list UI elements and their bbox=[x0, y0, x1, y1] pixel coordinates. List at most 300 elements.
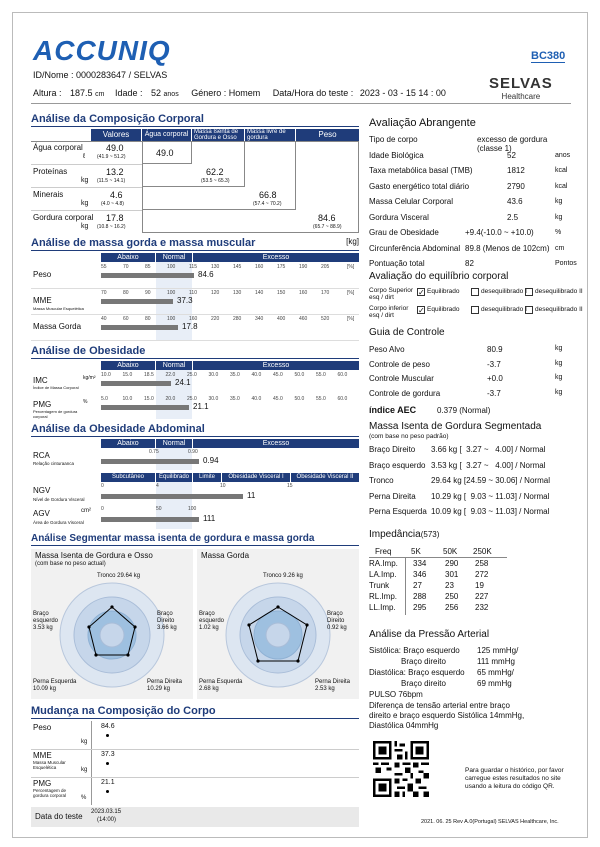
seg-right-pd bbox=[315, 679, 350, 693]
ngv-sub: Nível de Gordura Visceral bbox=[33, 497, 85, 502]
imp-header: 5K bbox=[411, 547, 421, 556]
mig-label: Perna Direita bbox=[369, 491, 416, 501]
pa-sis-e: 125 mmHg/ bbox=[477, 646, 519, 655]
footer-text: 2021. 06. 25 Rev A.0(Portugal) SELVAS Healthcare, Inc. bbox=[421, 819, 559, 825]
obes-value: 24.1 bbox=[175, 378, 191, 387]
aec-value: 0.379 (Normal) bbox=[437, 406, 491, 415]
idade-label: Idade : bbox=[114, 88, 143, 98]
altura-value: 187.5 bbox=[70, 88, 93, 98]
comp-range: (41.9 ~ 51.2) bbox=[97, 154, 126, 160]
idade-unit: anos bbox=[163, 91, 179, 98]
selvas-logo bbox=[489, 75, 553, 101]
imp-cell: 23 bbox=[445, 581, 454, 590]
brand-logo: ACCUNIQ bbox=[33, 35, 171, 66]
aval-unit: kg bbox=[555, 198, 563, 205]
eq-checkbox[interactable]: ✓ bbox=[418, 306, 425, 315]
comp-val-prot: 13.2 bbox=[106, 167, 124, 177]
eq-option-label: Equilibrado bbox=[427, 306, 460, 313]
imp-cell: 290 bbox=[445, 559, 459, 568]
mgm-tick: 170 bbox=[321, 290, 330, 296]
seg-left-be-label: Braço esquerdo bbox=[33, 611, 59, 624]
comp-val-agua: 49.0 bbox=[106, 143, 124, 153]
mgm-tick: 85 bbox=[145, 264, 151, 270]
mgm-unit: [%] bbox=[347, 290, 355, 296]
obes-tick: 40.0 bbox=[251, 396, 262, 402]
mgm-bar bbox=[101, 325, 178, 330]
mud-peso-label: Peso bbox=[33, 723, 52, 732]
model-label: BC380 bbox=[531, 50, 566, 62]
aval-value: 82 bbox=[465, 259, 474, 268]
abd-hdr2-equil: Equilibrado bbox=[156, 473, 192, 482]
guia-label: Controle de gordura bbox=[369, 388, 441, 398]
pa-diff: Diferença de tensão arterial entre braço direito e braço esquerdo Sistólica 14mmHg, Diastólica 04mmHg bbox=[369, 701, 525, 730]
comp-range: (53.5 ~ 65.3) bbox=[201, 178, 230, 184]
abd-hdr-excesso: Excesso bbox=[193, 439, 359, 448]
mig-label: Tronco bbox=[369, 476, 394, 485]
obes-value: 21.1 bbox=[193, 402, 209, 411]
healthcare-wordmark: Healthcare bbox=[501, 92, 541, 101]
guia-value: -3.7 bbox=[487, 359, 501, 369]
mud-row-line bbox=[31, 777, 359, 778]
pa-dia-d: 69 mmHg bbox=[477, 679, 512, 688]
aval-value: excesso de gordura (classe 1) bbox=[477, 135, 548, 153]
right-column bbox=[369, 113, 583, 833]
aval-unit: kcal bbox=[555, 182, 568, 190]
left-column bbox=[31, 113, 359, 833]
abd-hdr-abaixo: Abaixo bbox=[101, 439, 155, 448]
comp-label-agua: Água corporal bbox=[33, 143, 83, 152]
comp-range: (4.0 ~ 4.8) bbox=[101, 201, 124, 207]
seg-left-be bbox=[33, 611, 61, 632]
mgm-tick: 110 bbox=[189, 290, 197, 296]
mgm-tick: 220 bbox=[211, 316, 220, 322]
imp-cell: 256 bbox=[445, 603, 459, 612]
mig-value: 10.09 kg [ 9.03 ~ 11.03] / Normal bbox=[431, 507, 550, 516]
mud-title: Mudança na Composição do Corpo bbox=[31, 705, 359, 719]
aval-value: 52 bbox=[507, 150, 516, 160]
comp-range: (11.5 ~ 14.1) bbox=[97, 178, 126, 184]
agv-sub: Área de Gordura Visceral bbox=[33, 520, 84, 525]
seg-title: Análise Segmentar massa isenta de gordura e massa gorda bbox=[31, 533, 359, 546]
patient-info bbox=[33, 88, 446, 98]
comp-val-min: 4.6 bbox=[110, 190, 123, 200]
obes-bar bbox=[101, 405, 189, 410]
imp-title bbox=[369, 529, 439, 540]
obes-tick: 15.0 bbox=[144, 396, 154, 402]
aval-unit: % bbox=[555, 229, 562, 236]
comp-label-min: Minerais bbox=[33, 190, 64, 199]
pa-sis: Sistólica: Braço esquerdo bbox=[369, 646, 460, 655]
mgm-tick: 60 bbox=[123, 316, 129, 322]
obes-tick: 18.5 bbox=[144, 372, 154, 378]
obes-tick: 50.0 bbox=[294, 372, 305, 378]
comp-peso-cell: 84.6 bbox=[318, 213, 336, 223]
seg-right-pe-val: 2.68 kg bbox=[199, 686, 219, 692]
obes-tick: 35.0 bbox=[230, 372, 240, 378]
ngv-tick: 4 bbox=[156, 483, 159, 489]
eq-checkbox[interactable] bbox=[525, 306, 533, 314]
obes-tick: 10.0 bbox=[122, 396, 133, 402]
abd-hdr2-limite: Limite bbox=[193, 473, 221, 482]
comp-mlg-cell: 66.8 bbox=[259, 190, 277, 200]
genero: Género : Homem bbox=[191, 88, 261, 98]
composition-title: Análise da Composição Corporal bbox=[31, 113, 359, 127]
aval-label: Taxa metabólica basal (TMB) bbox=[369, 166, 473, 175]
mud-pmg-label: PMG bbox=[33, 779, 52, 788]
obes-tick: 35.0 bbox=[230, 396, 240, 402]
mgm-chart bbox=[31, 253, 359, 341]
mgm-unit: [%] bbox=[347, 316, 355, 322]
seg-left-title: Massa Isenta de Gordura e Osso bbox=[35, 551, 153, 560]
aval-unit: cm bbox=[555, 244, 565, 252]
mgm-tick: 145 bbox=[233, 264, 242, 270]
aval-label: Circunferência Abdominal bbox=[369, 243, 461, 253]
obes-tick: 10.0 bbox=[101, 372, 111, 378]
mgm-tick: 175 bbox=[277, 264, 286, 270]
eq-checkbox[interactable]: ✓ bbox=[418, 288, 425, 297]
mgm-title bbox=[31, 237, 359, 251]
mgm-tick: 130 bbox=[211, 264, 220, 270]
imp-row-label: LL.Imp. bbox=[369, 603, 396, 612]
obes-chart bbox=[31, 361, 359, 419]
aval-label: Idade Biológica bbox=[369, 150, 424, 160]
imp-cell: 346 bbox=[413, 570, 427, 579]
mud-mme-dot bbox=[106, 762, 109, 765]
mud-pmg-unit: % bbox=[81, 795, 87, 801]
pa-bd2: Braço direito bbox=[401, 679, 446, 688]
mud-mme-val: 37.3 bbox=[101, 751, 115, 758]
aval-unit: kcal bbox=[555, 167, 568, 174]
pa-pulso: PULSO 76bpm bbox=[369, 690, 423, 699]
mud-date-label: Data do teste bbox=[35, 812, 83, 821]
mgm-row-sub: Massa Muscular Esquelética bbox=[33, 306, 84, 311]
aval-value: 1812 bbox=[507, 166, 525, 175]
mig-title: Massa Isenta de Gordura Segmentada bbox=[369, 421, 542, 432]
obes-hdr-excesso: Excesso bbox=[193, 361, 359, 370]
composition-table bbox=[31, 129, 359, 233]
obes-row-label: IMC bbox=[33, 376, 48, 385]
obes-row-unit: % bbox=[83, 399, 88, 405]
mgm-tick: 55 bbox=[101, 264, 107, 270]
imp-header: Freq bbox=[375, 547, 392, 556]
mud-peso-unit: kg bbox=[81, 739, 88, 745]
mgm-bar bbox=[101, 273, 194, 278]
mig-label: Braço esquerdo bbox=[369, 460, 426, 470]
rca-bar bbox=[101, 459, 199, 464]
mud-table bbox=[31, 721, 359, 827]
eq-checkbox[interactable] bbox=[471, 288, 479, 296]
mig-label: Perna Esquerda bbox=[369, 507, 427, 516]
obes-tick: 55.0 bbox=[316, 372, 326, 378]
imp-cell: 250 bbox=[445, 592, 459, 601]
altura-unit: cm bbox=[95, 91, 105, 98]
obes-hdr-abaixo: Abaixo bbox=[101, 361, 155, 370]
obes-row-unit: kg/m² bbox=[83, 375, 96, 381]
eq-option-label: Equilibrado bbox=[427, 288, 460, 295]
aval-unit: Pontos bbox=[555, 260, 577, 267]
obes-tick: 15.0 bbox=[122, 372, 133, 378]
mud-pmg-dot bbox=[106, 790, 109, 793]
obes-hdr-normal: Normal bbox=[156, 361, 192, 370]
aval-value: +9.4(-10.0 ~ +10.0) bbox=[465, 228, 534, 237]
aval-label: Grau de Obesidade bbox=[369, 228, 439, 237]
obes-tick: 40.0 bbox=[251, 372, 262, 378]
mgm-tick: 100 bbox=[167, 264, 176, 270]
imp-cell: 272 bbox=[475, 570, 489, 579]
mgm-tick: 40 bbox=[101, 316, 107, 322]
comp-unit: kg bbox=[81, 200, 89, 207]
guia-label: Controle de peso bbox=[369, 359, 430, 369]
comp-row-lines bbox=[31, 164, 142, 165]
mud-axis bbox=[91, 721, 92, 805]
mud-peso-val: 84.6 bbox=[101, 723, 115, 730]
imp-cell: 227 bbox=[475, 592, 489, 601]
obes-bar bbox=[101, 381, 171, 386]
obes-tick: 55.0 bbox=[316, 396, 326, 402]
mgm-tick: 130 bbox=[233, 290, 242, 296]
mgm-tick: 460 bbox=[299, 316, 308, 322]
rca-tick: 0.75 bbox=[149, 449, 159, 455]
seg-left-be-val: 3.53 kg bbox=[33, 625, 53, 631]
aval-unit: kg bbox=[555, 213, 563, 221]
mig-value: 10.29 kg [ 9.03 ~ 11.03] / Normal bbox=[431, 491, 550, 501]
seg-left-pd bbox=[147, 679, 182, 693]
imp-row-label: LA.Imp. bbox=[369, 570, 397, 579]
comp-unit: kg bbox=[81, 223, 89, 230]
guia-label: Peso Alvo bbox=[369, 345, 405, 354]
obes-tick: 25.0 bbox=[187, 396, 197, 402]
aval-value: 89.8 (Menos de 102cm) bbox=[465, 243, 550, 253]
mgm-row-label: Peso bbox=[33, 270, 52, 279]
mgm-value: 17.8 bbox=[182, 322, 198, 331]
seg-left-bd-label: Braço Direito bbox=[157, 611, 175, 624]
mig-value: 29.64 kg [24.59 ~ 30.06] / Normal bbox=[431, 476, 550, 485]
comp-unit: ℓ bbox=[83, 153, 86, 160]
abd-hdr-normal: Normal bbox=[156, 439, 192, 448]
aval-label: Pontuação total bbox=[369, 259, 425, 268]
comp-label-prot: Proteínas bbox=[33, 167, 68, 176]
imp-header-line bbox=[369, 557, 507, 558]
rca-tick: 0.90 bbox=[188, 449, 198, 455]
obes-tick: 60.0 bbox=[337, 372, 348, 378]
mgm-row-line bbox=[31, 340, 359, 341]
ngv-bar bbox=[101, 494, 243, 499]
mgm-hdr-normal: Normal bbox=[156, 253, 192, 262]
aec-label: índice AEC bbox=[369, 405, 417, 415]
seg-right-pd-val: 2.53 kg bbox=[315, 686, 335, 692]
seg-right-be bbox=[199, 611, 227, 632]
obes-tick: 60.0 bbox=[337, 396, 348, 402]
pa-title: Análise da Pressão Arterial bbox=[369, 629, 490, 640]
abd-chart bbox=[31, 439, 359, 529]
mud-row-line bbox=[31, 749, 359, 750]
imp-row-label: Trunk bbox=[369, 581, 390, 590]
comp-col-valores: Valores bbox=[91, 129, 141, 141]
eq-option-label: desequilibrado I bbox=[481, 306, 527, 313]
mud-pmg-sub: Percentagem de gordura corporal bbox=[33, 788, 67, 798]
aval-label: Gasto energético total diário bbox=[369, 181, 470, 191]
seg-right-pe-label: Perna Esquerda bbox=[199, 679, 243, 685]
guia-unit: kg bbox=[555, 388, 563, 396]
imp-cell: 27 bbox=[413, 581, 422, 590]
imp-table bbox=[369, 547, 519, 617]
eq-title: Avaliação do equilíbrio corporal bbox=[369, 271, 509, 282]
mgm-tick: 100 bbox=[167, 290, 176, 296]
imp-cell: 288 bbox=[413, 592, 427, 601]
mgm-value: 84.6 bbox=[198, 270, 214, 279]
seg-left-bd bbox=[157, 611, 191, 632]
obes-tick: 50.0 bbox=[294, 396, 305, 402]
seg-right-bd-label: Braço Direito bbox=[327, 611, 345, 624]
mgm-bar bbox=[101, 299, 173, 304]
seg-left-pd-label: Perna Direita bbox=[147, 679, 183, 685]
guia-unit: kg bbox=[555, 345, 563, 352]
mgm-row-label: Massa Gorda bbox=[33, 322, 82, 331]
guia-value: +0.0 bbox=[487, 374, 503, 383]
obes-row-label: PMG bbox=[33, 400, 52, 409]
mud-date: 2023.03.15 bbox=[91, 809, 122, 815]
pa-dia: Diastólica: Braço esquerdo bbox=[369, 668, 465, 677]
imp-row-label: RA.Imp. bbox=[369, 559, 398, 568]
comp-col-miso: Massa Isenta de Gordura e Osso bbox=[192, 129, 244, 141]
obes-tick: 5.0 bbox=[101, 396, 108, 402]
seg-left-pe bbox=[33, 679, 76, 693]
imp-cell: 295 bbox=[413, 603, 427, 612]
mgm-title-text: Análise de massa gorda e massa muscular bbox=[31, 237, 256, 249]
guia-title: Guia de Controle bbox=[369, 327, 445, 338]
seg-right-title: Massa Gorda bbox=[201, 551, 250, 560]
mud-mme-label: MME bbox=[33, 751, 52, 760]
aval-value: 2790 bbox=[507, 181, 525, 191]
mud-mme-sub: Massa Muscular Esquelética bbox=[33, 760, 66, 770]
mgm-hdr-abaixo: Abaixo bbox=[101, 253, 155, 262]
data-label: Data/Hora do teste : bbox=[272, 88, 354, 98]
mgm-tick: 340 bbox=[255, 316, 264, 322]
aval-value: 2.5 bbox=[507, 212, 519, 222]
ngv-tick: 0 bbox=[101, 483, 104, 489]
rca-value: 0.94 bbox=[203, 456, 219, 465]
comp-label-gord: Gordura corporal bbox=[33, 213, 94, 222]
agv-tick: 50 bbox=[156, 506, 162, 512]
aval-value: 43.6 bbox=[507, 197, 523, 206]
mgm-tick: 115 bbox=[189, 264, 197, 270]
idade-value: 52 bbox=[150, 88, 161, 98]
ngv-tick: 10 bbox=[220, 483, 226, 489]
mgm-tick: 90 bbox=[145, 290, 151, 296]
guia-unit: kg bbox=[555, 374, 563, 381]
mgm-tick: 80 bbox=[145, 316, 151, 322]
comp-col-peso: Peso bbox=[296, 129, 359, 141]
eq-option-label: desequilibrado II bbox=[535, 288, 583, 295]
eq-sup-label: Corpo Superior esq / dirt bbox=[369, 287, 414, 301]
selvas-wordmark: SELVAS bbox=[489, 75, 553, 92]
eq-checkbox[interactable] bbox=[471, 306, 479, 314]
imp-cell: 334 bbox=[413, 559, 427, 568]
header-divider bbox=[31, 103, 571, 104]
imp-cell: 232 bbox=[475, 603, 489, 612]
ngv-value: 11 bbox=[247, 491, 256, 500]
obes-tick: 45.0 bbox=[273, 396, 283, 402]
guia-label: Controle Muscular bbox=[369, 374, 434, 383]
mgm-tick: 520 bbox=[321, 316, 330, 322]
imp-count: (573) bbox=[420, 530, 440, 539]
imp-header: 250K bbox=[473, 547, 492, 556]
seg-left-pd-val: 10.29 kg bbox=[147, 686, 171, 692]
mgm-tick: 150 bbox=[277, 290, 286, 296]
aval-label: Gordura Visceral bbox=[369, 212, 429, 222]
pa-bd1: Braço direito bbox=[401, 657, 446, 666]
comp-range: (57.4 ~ 70.2) bbox=[253, 201, 282, 207]
seg-left-pe-val: 10.09 kg bbox=[33, 686, 57, 692]
agv-tick: 100 bbox=[188, 506, 197, 512]
guia-value: -3.7 bbox=[487, 388, 501, 398]
mgm-tick: 190 bbox=[299, 264, 308, 270]
imp-cell: 301 bbox=[445, 570, 459, 579]
mgm-row-line bbox=[31, 288, 359, 289]
qr-text: Para guardar o histórico, por favor carregue estes resultados no site usando a leitura do código QR. bbox=[465, 767, 564, 790]
mgm-tick: 160 bbox=[299, 290, 308, 296]
seg-right-be-label: Braço esquerdo bbox=[199, 611, 225, 624]
abd-hdr2-subcut: Subcutâneo bbox=[101, 473, 155, 482]
mgm-tick: 100 bbox=[167, 316, 176, 322]
mgm-unit: [kg] bbox=[346, 237, 359, 246]
eq-option-label: desequilibrado II bbox=[535, 306, 583, 313]
imp-cell: 19 bbox=[475, 581, 484, 590]
mig-value: 3.66 kg [ 3.27 ~ 4.00] / Normal bbox=[431, 445, 546, 454]
aval-label: Tipo de corpo bbox=[369, 135, 418, 144]
agv-label: AGV bbox=[33, 509, 50, 518]
agv-tick: 0 bbox=[101, 506, 104, 512]
pa-dia-e: 65 mmHg/ bbox=[477, 668, 514, 677]
eq-inf-label: Corpo inferior esq / dirt bbox=[369, 305, 409, 319]
imp-vline bbox=[405, 557, 406, 615]
imp-cell: 258 bbox=[475, 559, 489, 568]
rca-label: RCA bbox=[33, 451, 50, 460]
obes-title: Análise de Obesidade bbox=[31, 345, 359, 359]
comp-range: (10.8 ~ 16.2) bbox=[97, 224, 126, 230]
guia-unit: kg bbox=[555, 359, 563, 367]
comp-agua-cell: 49.0 bbox=[156, 148, 174, 158]
mgm-tick: 120 bbox=[211, 290, 220, 296]
seg-right-be-val: 1.02 kg bbox=[199, 625, 219, 631]
report-page bbox=[12, 12, 588, 838]
seg-right-bd bbox=[327, 611, 359, 632]
imp-row-label: RL.Imp. bbox=[369, 592, 398, 601]
agv-value: 111 bbox=[203, 514, 216, 523]
obes-tick: 25.0 bbox=[187, 372, 197, 378]
obes-row-sub: Percentagem de gordura corporal bbox=[33, 409, 78, 419]
mgm-tick: 205 bbox=[321, 264, 330, 270]
obes-tick: 30.0 bbox=[208, 396, 219, 402]
mgm-tick: 70 bbox=[123, 264, 129, 270]
mud-mme-unit: kg bbox=[81, 767, 88, 773]
abd-hdr2-ov1: Obesidade Visceral I bbox=[222, 473, 290, 482]
obes-row-sub: Índice de Massa Corporal bbox=[33, 385, 79, 390]
mud-time: (14:00) bbox=[97, 817, 117, 823]
pa-sis-d: 111 mmHg bbox=[477, 657, 515, 666]
mgm-value: 37.3 bbox=[177, 296, 193, 305]
mgm-tick: 400 bbox=[277, 316, 286, 322]
mgm-tick: 160 bbox=[255, 264, 264, 270]
eq-option-label: desequilibrado I bbox=[481, 288, 527, 295]
mgm-tick: 80 bbox=[123, 290, 129, 296]
mgm-unit: [%] bbox=[347, 264, 355, 270]
aval-label: Massa Celular Corporal bbox=[369, 197, 454, 206]
imp-title-text: Impedância bbox=[369, 529, 421, 540]
eq-checkbox[interactable] bbox=[525, 288, 533, 296]
comp-row-lines bbox=[31, 187, 142, 188]
comp-unit: kg bbox=[81, 177, 89, 184]
